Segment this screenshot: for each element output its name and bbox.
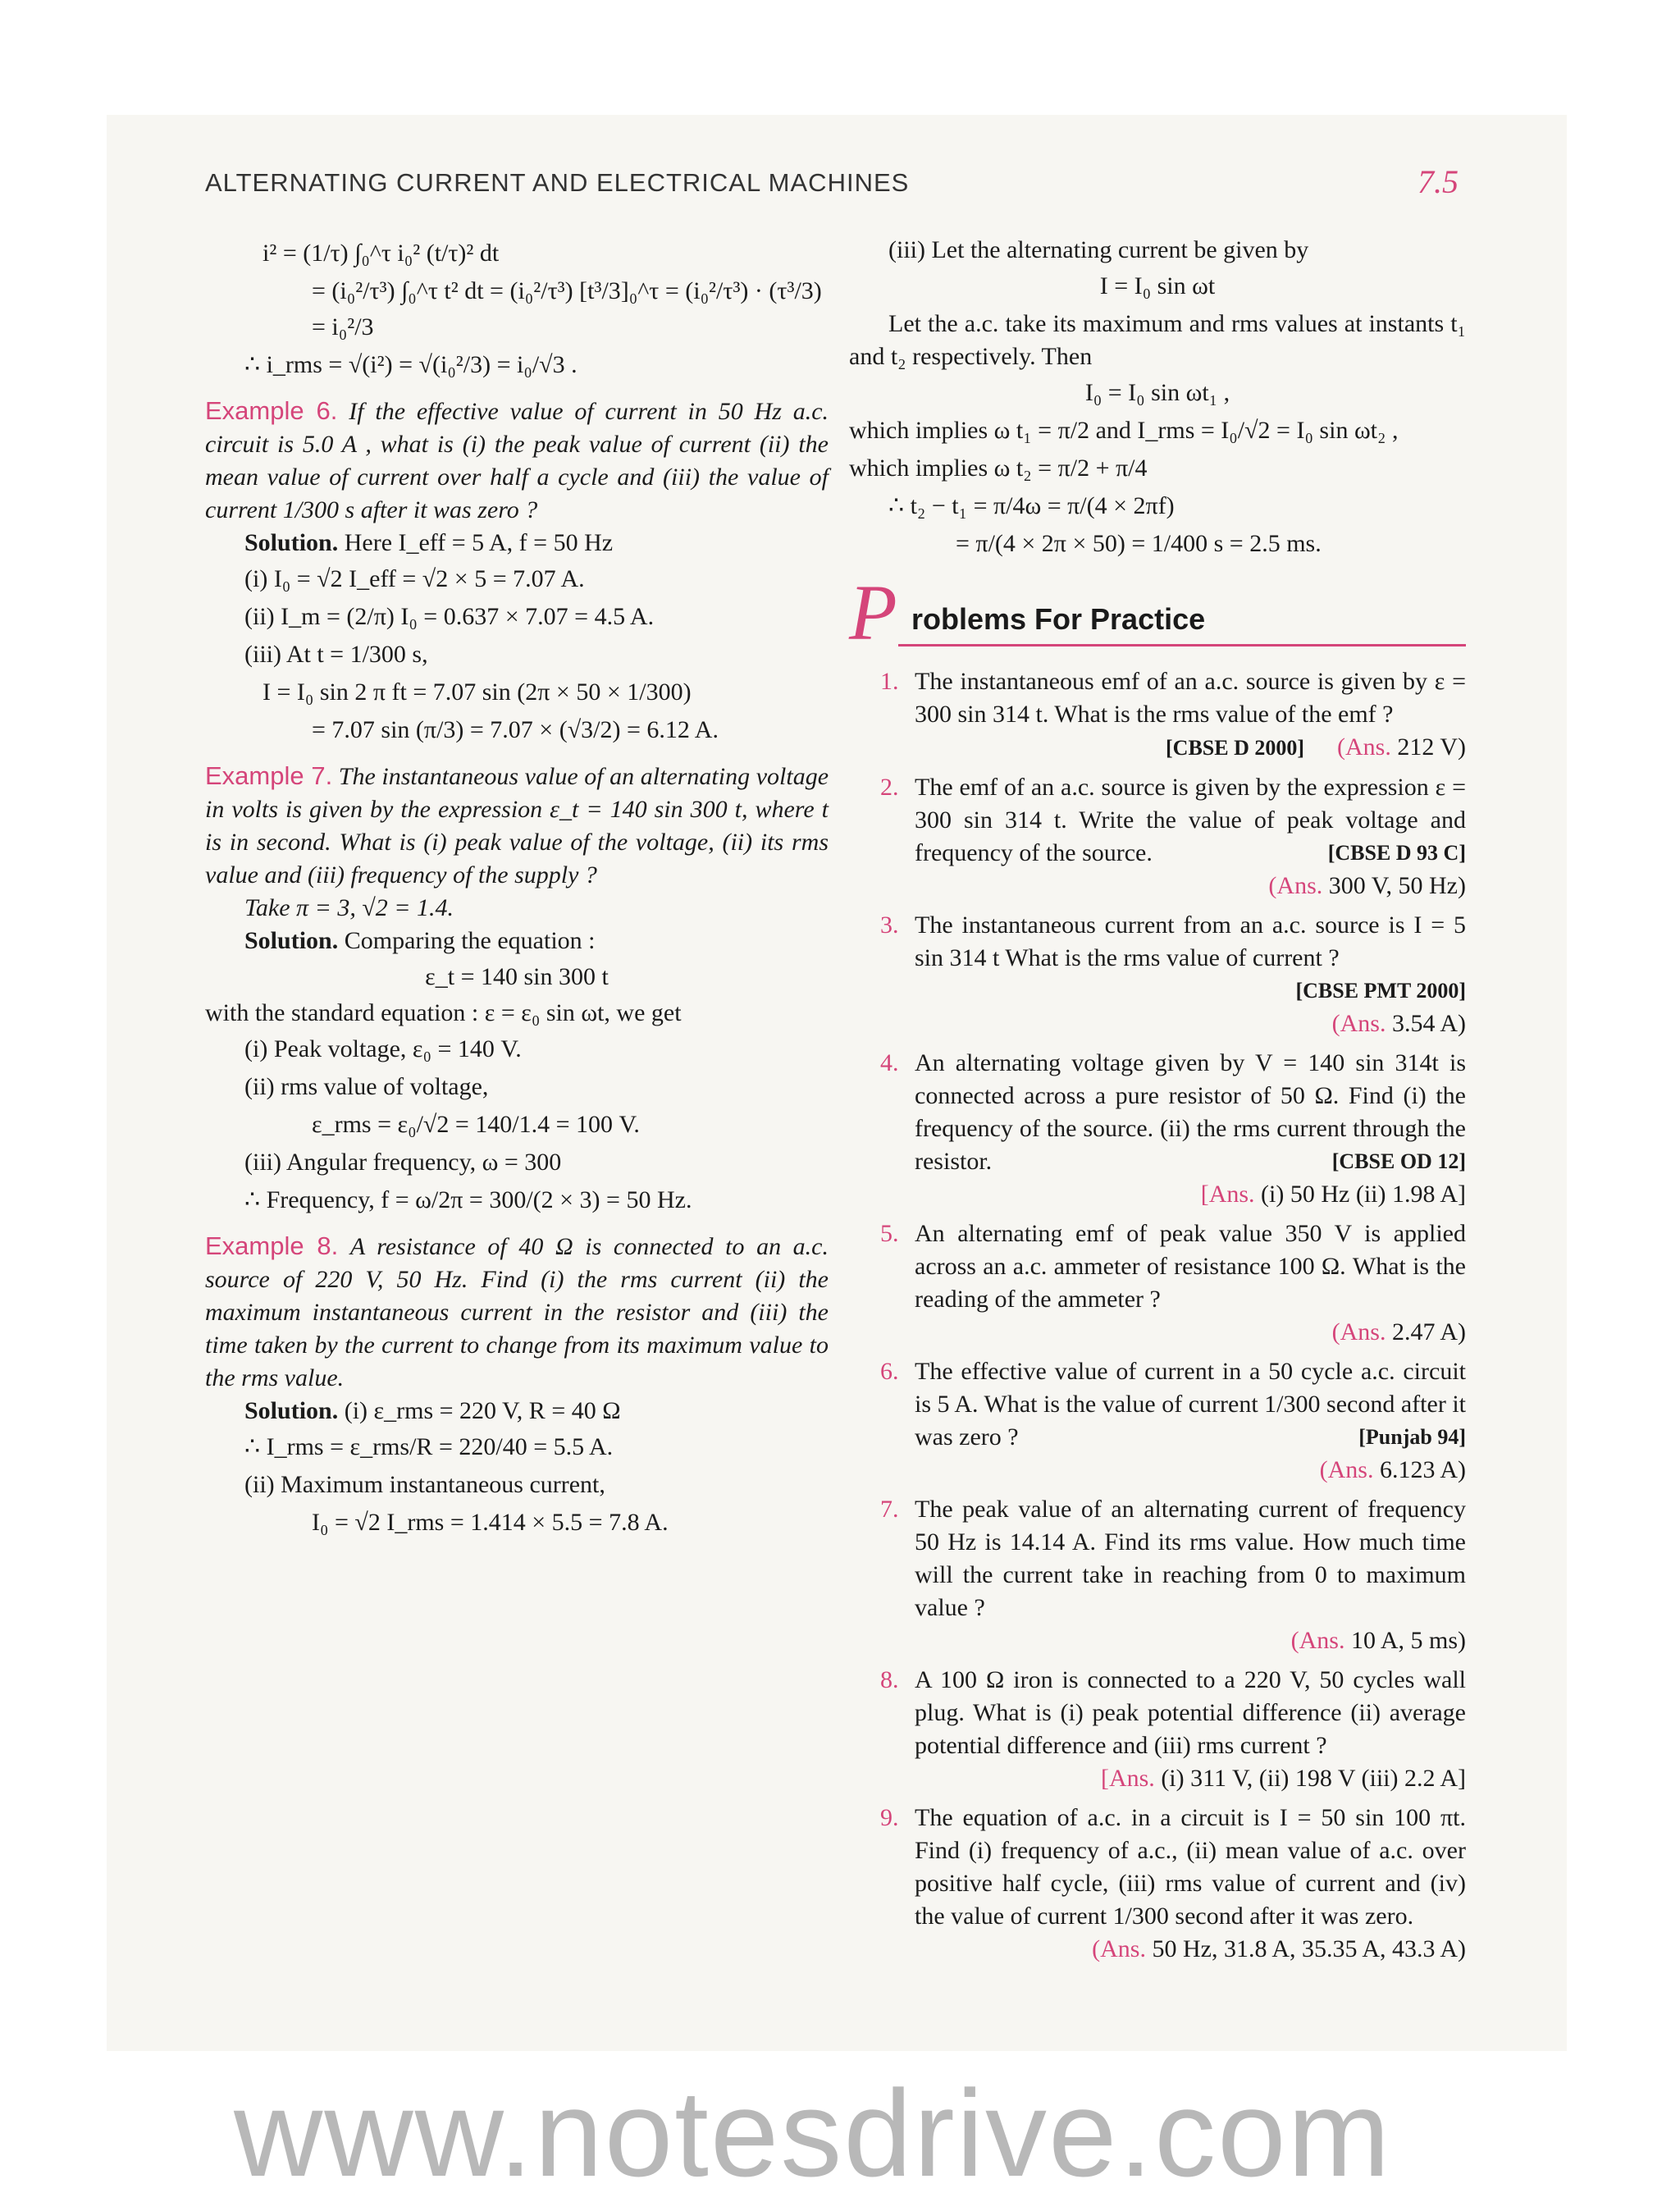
example-7-eq-3: ∴ Frequency, f = ω/2π = 300/(2 × 3) = 50 Hz. xyxy=(244,1186,692,1213)
problem-answer xyxy=(915,1624,1466,1657)
section-heading xyxy=(849,569,1466,656)
example-8-label: Example 8. xyxy=(205,1231,339,1260)
problem-number: 9. xyxy=(880,1804,899,1831)
example-8-eq-2: I₀ = √2 I_rms = 1.414 × 5.5 = 7.8 A. xyxy=(312,1509,669,1536)
derivation-line-3: ∴ i_rms = √(i²) = √(i₀²/3) = i₀/√3 . xyxy=(244,351,578,378)
problem-text: The effective value of current in a 50 cycle a.c. circuit is 5 A. What is the value of current 1/300 second after it was zero ? xyxy=(915,1358,1466,1450)
problem-reference: [CBSE PMT 2000] xyxy=(1295,979,1466,1003)
example-7-text: The instantaneous value of an alternating voltage in volts is given by the expression ε_t = 140 sin 300 t, where t is in second. What is (i) peak value of the voltage, (ii) its rms value and (iii) frequency of the supply ? xyxy=(205,763,829,889)
answer-label: (Ans. xyxy=(1290,1627,1345,1654)
example-7-solution-text: Comparing the equation : xyxy=(344,927,596,954)
solution-label: Solution. xyxy=(244,1397,339,1424)
example-6-given: Here I_eff = 5 A, f = 50 Hz xyxy=(344,529,614,556)
problem-text: The equation of a.c. in a circuit is I = 50 sin 100 πt. Find (i) frequency of a.c., (ii) mean value of a.c. over positive half cycle, (iii) rms value of current and (iv) the value of current 1/300 second after it was zero. xyxy=(915,1804,1466,1930)
example-7-take: Take π = 3, √2 = 1.4. xyxy=(244,894,454,921)
derivation-line-1: i² = (1/τ) ∫₀^τ i₀² (t/τ)² dt xyxy=(262,240,500,267)
problem-text: The instantaneous emf of an a.c. source is given by ε = 300 sin 314 t. What is the rms value of the emf ? xyxy=(915,668,1466,728)
example-6-eq-2: = 7.07 sin (π/3) = 7.07 × (√3/2) = 6.12 A. xyxy=(312,716,719,743)
answer-value: 3.54 A) xyxy=(1392,1010,1466,1037)
solution-label: Solution. xyxy=(244,927,339,954)
problem-answer xyxy=(915,1007,1466,1040)
problem-number: 1. xyxy=(880,668,899,695)
answer-label: (Ans. xyxy=(1331,1010,1386,1037)
example-8-eq-1: ∴ I_rms = ε_rms/R = 220/40 = 5.5 A. xyxy=(244,1433,614,1460)
answer-value: 212 V) xyxy=(1397,733,1466,761)
problem-item xyxy=(849,909,1466,1040)
example-6-line-ii: (ii) I_m = (2/π) I₀ = 0.637 × 7.07 = 4.5 A. xyxy=(244,603,655,630)
example-7-line-i: (i) Peak voltage, ε₀ = 140 V. xyxy=(244,1035,522,1062)
problem-item xyxy=(849,1802,1466,1966)
example-6-label: Example 6. xyxy=(205,396,338,425)
example-8-line-ii: (ii) Maximum instantaneous current, xyxy=(244,1471,605,1498)
problem-number: 2. xyxy=(880,774,899,801)
problem-text: The peak value of an alternating current of frequency 50 Hz is 14.14 A. Find its rms value. How much time will the current take in reaching from 0 to maximum value ? xyxy=(915,1496,1466,1621)
page-number: 7.5 xyxy=(1418,163,1459,200)
rms-paragraph: Let the a.c. take its maximum and rms values at instants t₁ and t₂ respectively. Then xyxy=(849,310,1466,370)
problem-answer xyxy=(915,1762,1466,1795)
example-8-solution-text: (i) ε_rms = 220 V, R = 40 Ω xyxy=(344,1397,621,1424)
part-iii-intro: (iii) Let the alternating current be given by xyxy=(888,236,1309,263)
problem-text: An alternating emf of peak value 350 V is applied across an a.c. ammeter of resistance 100 Ω. What is the reading of the ammeter ? xyxy=(915,1220,1466,1313)
problem-text: An alternating voltage given by V = 140 sin 314t is connected across a pure resistor of 50 Ω. Find (i) the frequency of the source. (ii) the rms current through the resistor. xyxy=(915,1049,1466,1175)
problem-text: A 100 Ω iron is connected to a 220 V, 50 cycles wall plug. What is (i) peak potential difference (ii) average potential difference and (iii) rms current ? xyxy=(915,1666,1466,1759)
problem-list xyxy=(849,665,1466,1966)
example-8 xyxy=(205,1230,829,1395)
example-8-text: A resistance of 40 Ω is connected to an a.c. source of 220 V, 50 Hz. Find (i) the rms current (ii) the maximum instantaneous current in the resistor and (iii) the time taken by the current to change from its maximum value to the rms value. xyxy=(205,1233,829,1391)
section-divider xyxy=(898,644,1466,646)
example-7-line-iii: (iii) Angular frequency, ω = 300 xyxy=(244,1149,562,1176)
solution-label: Solution. xyxy=(244,529,339,556)
problem-item xyxy=(849,1047,1466,1211)
example-6-text: If the effective value of current in 50 Hz a.c. circuit is 5.0 A , what is (i) the peak value of current (ii) the mean value of current over half a cycle and (iii) the value of current 1/300 s after it was zero ? xyxy=(205,398,829,523)
example-6-line-i: (i) I₀ = √2 I_eff = √2 × 5 = 7.07 A. xyxy=(244,565,585,592)
example-6 xyxy=(205,395,829,527)
eq-e: ∴ t₂ − t₁ = π/4ω = π/(4 × 2πf) xyxy=(888,492,1175,519)
problem-number: 3. xyxy=(880,911,899,939)
problem-answer xyxy=(915,1178,1466,1211)
problem-number: 6. xyxy=(880,1358,899,1385)
answer-label: (Ans. xyxy=(1331,1318,1386,1345)
answer-label: (Ans. xyxy=(1092,1935,1146,1962)
answer-label: [Ans. xyxy=(1100,1765,1155,1792)
answer-value: (i) 311 V, (ii) 198 V (iii) 2.2 A] xyxy=(1161,1765,1466,1792)
answer-label: (Ans. xyxy=(1337,733,1391,761)
example-7-solution xyxy=(205,925,829,957)
eq-d: which implies ω t₂ = π/2 + π/4 xyxy=(849,455,1148,482)
derivation-line-2: = (i₀²/τ³) ∫₀^τ t² dt = (i₀²/τ³) [t³/3]₀^τ = (i₀²/τ³) · (τ³/3) = i₀²/3 xyxy=(312,277,822,340)
problem-reference: [CBSE D 93 C] xyxy=(1327,841,1466,865)
example-6-line-iii: (iii) At t = 1/300 s, xyxy=(244,641,428,668)
watermark-url: www.notesdrive.com xyxy=(234,2064,1392,2202)
problem-number: 4. xyxy=(880,1049,899,1076)
section-initial: P xyxy=(849,569,897,656)
example-7 xyxy=(205,760,829,892)
problem-reference: [CBSE OD 12] xyxy=(1331,1149,1466,1173)
problem-number: 8. xyxy=(880,1666,899,1693)
problem-item xyxy=(849,771,1466,902)
problem-text: The emf of an a.c. source is given by the expression ε = 300 sin 314 t. Write the value of peak voltage and frequency of the source. xyxy=(915,774,1466,866)
example-6-solution xyxy=(205,527,829,560)
problem-reference: [Punjab 94] xyxy=(1358,1425,1466,1449)
eq-c: which implies ω t₁ = π/2 and I_rms = I₀/√2 = I₀ sin ωt₂ , xyxy=(849,417,1399,444)
problem-item xyxy=(849,665,1466,765)
problem-item xyxy=(849,1355,1466,1487)
running-header: ALTERNATING CURRENT AND ELECTRICAL MACHINES xyxy=(205,168,910,197)
problem-answer xyxy=(915,1933,1466,1966)
answer-value: 6.123 A) xyxy=(1380,1456,1466,1483)
answer-label: (Ans. xyxy=(1268,872,1323,899)
example-6-eq-1: I = I₀ sin 2 π ft = 7.07 sin (2π × 50 × 1/300) xyxy=(262,678,692,706)
example-7-standard: with the standard equation : ε = ε₀ sin ωt, we get xyxy=(205,999,682,1026)
problem-text: The instantaneous current from an a.c. source is I = 5 sin 314 t What is the rms value of current ? xyxy=(915,911,1466,971)
problem-number: 5. xyxy=(880,1220,899,1247)
example-7-eq-1: ε_t = 140 sin 300 t xyxy=(425,963,609,990)
answer-value: 50 Hz, 31.8 A, 35.35 A, 43.3 A) xyxy=(1152,1935,1466,1962)
example-7-label: Example 7. xyxy=(205,761,333,790)
answer-value: 2.47 A) xyxy=(1392,1318,1466,1345)
eq-b: I₀ = I₀ sin ωt₁ , xyxy=(1084,379,1230,406)
problem-answer xyxy=(915,731,1466,765)
answer-label: (Ans. xyxy=(1319,1456,1374,1483)
answer-value: (i) 50 Hz (ii) 1.98 A] xyxy=(1261,1181,1466,1208)
example-7-line-ii: (ii) rms value of voltage, xyxy=(244,1073,489,1100)
problem-item xyxy=(849,1664,1466,1795)
right-column xyxy=(849,234,1466,1972)
answer-value: 10 A, 5 ms) xyxy=(1350,1627,1466,1654)
problem-answer xyxy=(915,870,1466,902)
left-column xyxy=(205,234,829,1542)
eq-f: = π/(4 × 2π × 50) = 1/400 s = 2.5 ms. xyxy=(956,530,1322,557)
problem-answer xyxy=(915,1316,1466,1349)
problem-answer xyxy=(915,1454,1466,1487)
answer-value: 300 V, 50 Hz) xyxy=(1328,872,1466,899)
problem-item xyxy=(849,1493,1466,1657)
answer-label: [Ans. xyxy=(1200,1181,1255,1208)
section-title: roblems For Practice xyxy=(911,602,1206,636)
example-7-eq-2: ε_rms = ε₀/√2 = 140/1.4 = 100 V. xyxy=(312,1111,640,1138)
eq-a: I = I₀ sin ωt xyxy=(1099,272,1216,299)
problem-item xyxy=(849,1217,1466,1349)
problem-number: 7. xyxy=(880,1496,899,1523)
example-8-solution xyxy=(205,1395,829,1428)
problem-reference: [CBSE D 2000] xyxy=(1166,736,1305,760)
